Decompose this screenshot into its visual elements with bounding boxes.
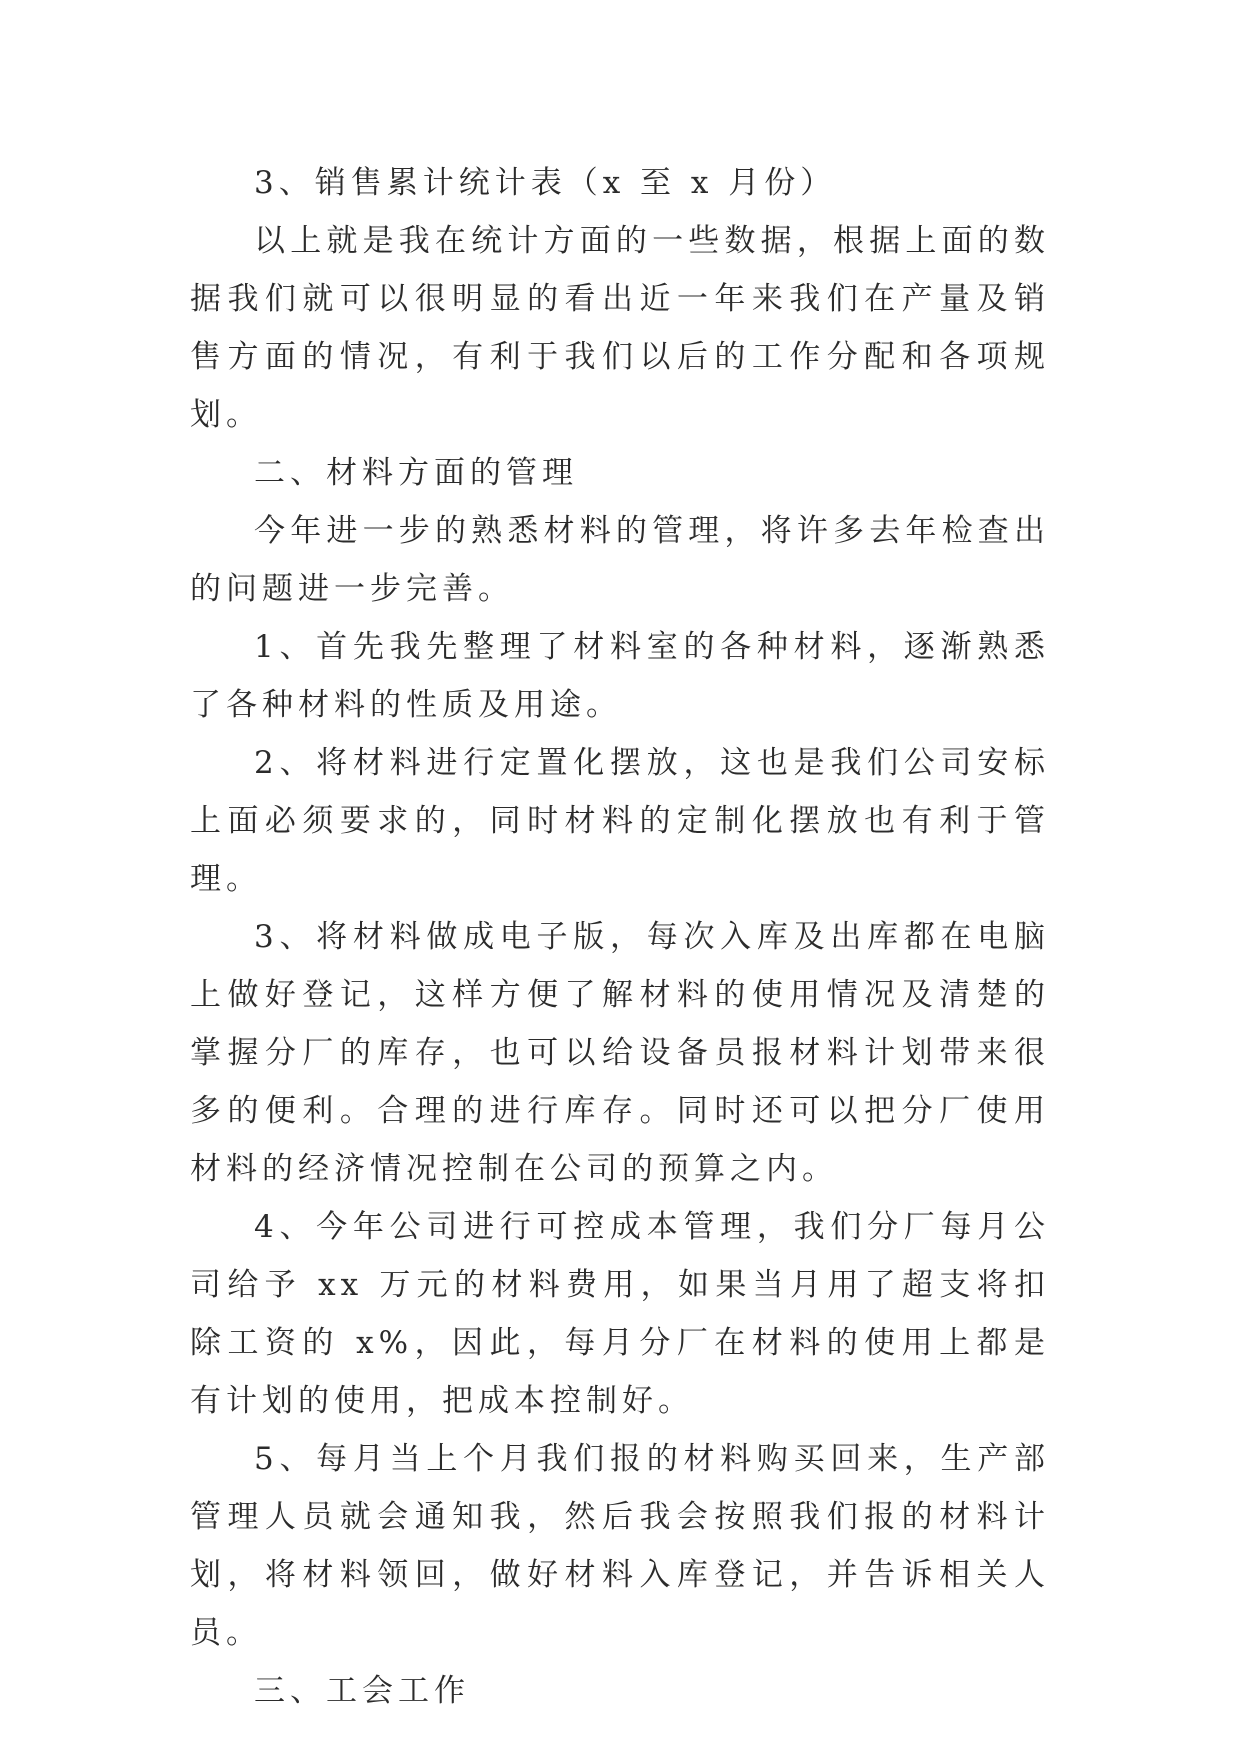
list-item-materials-2: 2、将材料进行定置化摆放，这也是我们公司安标上面必须要求的，同时材料的定制化摆放也有利于管理。 [190,745,1050,897]
list-item-materials-1: 1、首先我先整理了材料室的各种材料，逐渐熟悉了各种材料的性质及用途。 [190,629,1050,723]
paragraph-materials-intro: 今年进一步的熟悉材料的管理，将许多去年检查出的问题进一步完善。 [190,513,1050,607]
paragraph-sales-table: 3、销售累计统计表（x 至 x 月份） [254,165,837,201]
section-heading-union-work: 三、工会工作 [254,1673,470,1709]
list-item-materials-4: 4、今年公司进行可控成本管理，我们分厂每月公司给予 xx 万元的材料费用，如果当月用了超支将扣除工资的 x%，因此，每月分厂在材料的使用上都是有计划的使用，把成本控制好。 [190,1209,1050,1419]
document-body [190,154,1050,1720]
paragraph-statistics-summary: 以上就是我在统计方面的一些数据，根据上面的数据我们就可以很明显的看出近一年来我们在产量及销售方面的情况，有利于我们以后的工作分配和各项规划。 [190,223,1050,433]
section-heading-materials: 二、材料方面的管理 [254,455,578,491]
list-item-materials-3: 3、将材料做成电子版，每次入库及出库都在电脑上做好登记，这样方便了解材料的使用情况及清楚的掌握分厂的库存，也可以给设备员报材料计划带来很多的便利。合理的进行库存。同时还可以把分厂使用材料的经济情况控制在公司的预算之内。 [190,919,1050,1187]
list-item-materials-5: 5、每月当上个月我们报的材料购买回来，生产部管理人员就会通知我，然后我会按照我们报的材料计划，将材料领回，做好材料入库登记，并告诉相关人员。 [190,1441,1050,1651]
